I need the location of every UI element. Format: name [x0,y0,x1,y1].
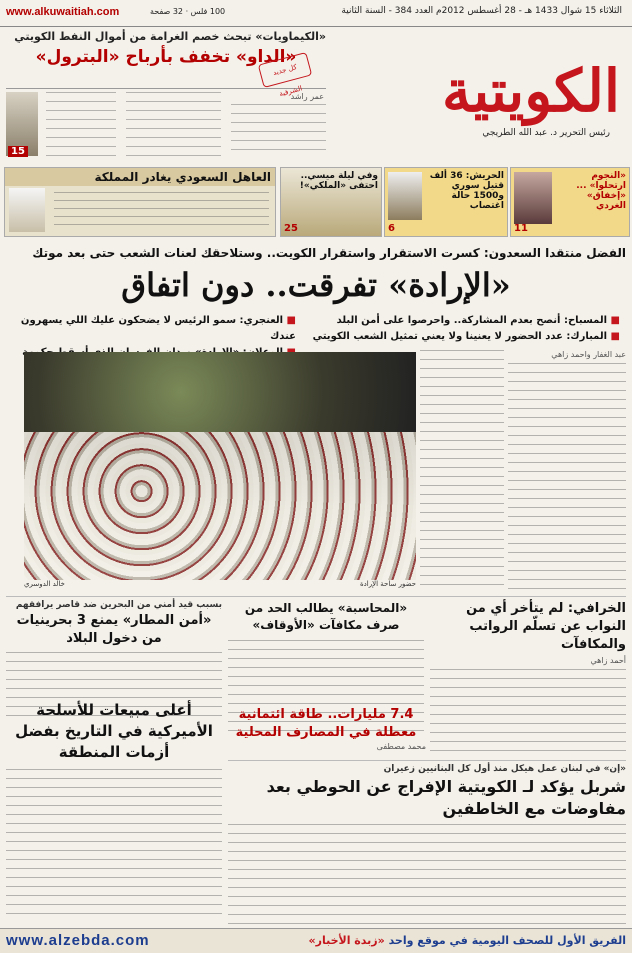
lebanon-headline: شربل يؤكد لـ الكويتية الإفراج عن الحوطي بعد مفاوضات مع الخاطفين [266,777,626,818]
teaser-arts-title: «النجوم ارتحلوا» ... «إخفاق» الغردي [576,171,626,211]
khurafi-headline: الخرافي: لم يتأخر أي من النواب عن تسلّم الرواتب والمكافآت [466,601,626,652]
king-photo [9,188,45,232]
airport-headline: «أمن المطار» يمنع 3 بحرينيات من دخول البلاد [16,613,212,646]
teaser-syria[interactable] [384,167,508,237]
text-block [508,363,626,589]
text-block [228,824,626,932]
teaser-sport-page: 25 [284,223,298,234]
top-headline: «الداو» تخفف بأرباح «البترول» [35,47,297,67]
main-kicker: الفضل منتقدا السعدون: كسرت الاستقرار واستقرار الكويت.. وستلاحقك لعنات الشعب حتى بعد موتك [32,246,626,260]
site-url[interactable]: www.alkuwaitiah.com [6,6,120,18]
text-block [46,92,116,156]
article-billion[interactable] [226,706,426,751]
logo-tagline: رئيس التحرير د. عبد الله الطريجي [482,128,610,138]
issue-info: الثلاثاء 15 شوال 1433 هـ - 28 أغسطس 2012م العدد 384 - السنة الثانية [341,6,622,16]
bullet-item: ■ العنجري: سمو الرئيس لا يضحكون عليك اللي يسهرون عندك [20,315,296,342]
bullet-item: ■ المسباح: أنصح بعدم المشاركة.. واحرصوا على أمن البلد [336,315,620,326]
main-photo [24,352,416,580]
teaser-saudi[interactable] [4,167,276,237]
lebanon-kicker: «إن» في لبنان عمل هيكل منذ أول كل البنانيين زعيران [383,764,626,774]
footer-url[interactable]: www.alzebda.com [6,932,150,949]
text-block [231,104,326,156]
teaser-arts[interactable] [510,167,630,237]
photo-background [24,352,416,432]
photo-caption: حضور ساحة الإرادة [360,580,416,588]
teaser-syria-page: 6 [388,223,395,234]
main-headline: «الإرادة» تفرقت.. دون اتفاق [121,266,511,304]
billion-byline: محمد مصطفى [376,742,426,751]
text-block [430,669,626,759]
footer-promo[interactable] [0,928,632,953]
top-kicker: «الكيماويات» تبحث خصم الغرامة من أموال النفط الكويتي [14,30,326,43]
syria-photo [388,172,422,220]
main-column [508,350,626,592]
teaser-strip [0,165,632,240]
text-block [6,769,222,919]
page-badge: 15 [8,146,28,157]
footer-text: الفريق الأول للصحف اليومية في موقع واحد «زبدة الأخبار» [308,934,626,947]
billion-headline: 7.4 مليارات.. طاقة ائتمانية معطلة في المصارف المحلية [235,707,417,740]
bullet-item: ■ المبارك: عدد الحضور لا يعنينا ولا يعني تمثيل الشعب الكويتي [312,331,620,342]
divider [6,596,626,597]
logo-text: الكويتية [441,57,620,125]
bullets-right [300,313,620,345]
top-stories [6,30,326,160]
teaser-sport[interactable] [280,167,382,237]
text-block [126,92,221,156]
price-info: 100 فلس · 32 صفحة [150,7,226,16]
text-block [420,350,504,592]
article-arms[interactable] [6,700,222,919]
article-lebanon[interactable] [228,764,626,932]
arts-photo [514,172,552,224]
article-khurafi[interactable] [430,600,626,759]
top-bar [0,0,632,27]
masthead-logo[interactable] [330,56,620,138]
teaser-saudi-title: العاهل السعودي يغادر المملكة [5,168,275,186]
crowd [24,432,416,580]
divider [228,760,626,761]
sticker: كل جديد الشرقية [258,52,313,88]
photo-caption-row [24,580,416,588]
top-byline: عمر راشد [290,92,324,101]
text-block [54,192,269,232]
teaser-arts-page: 11 [514,223,528,234]
airport-kicker: بسبب قيد أمني من البحرين ضد قاصر يرافقهم [15,600,222,610]
arms-headline: أعلى مبيعات للأسلحة الأميركية في التاريخ بفضل أزمات المنطقة [15,701,213,761]
photo-credit: خالد الدوسري [24,580,65,588]
mohasaba-headline: «المحاسبة» يطالب الحد من صرف مكافآت «الأوقاف» [244,601,408,632]
teaser-syria-title: الحريش: 36 ألف قتيل سوري و1500 حالة اغتصاب [429,171,504,211]
khurafi-byline: أحمد زاهي [590,656,626,665]
main-byline: عبد الغفار واحمد زاهي [551,350,626,359]
teaser-sport-title: وفي ليلة ميسي.. احتفى «الملكي»! [299,171,378,191]
